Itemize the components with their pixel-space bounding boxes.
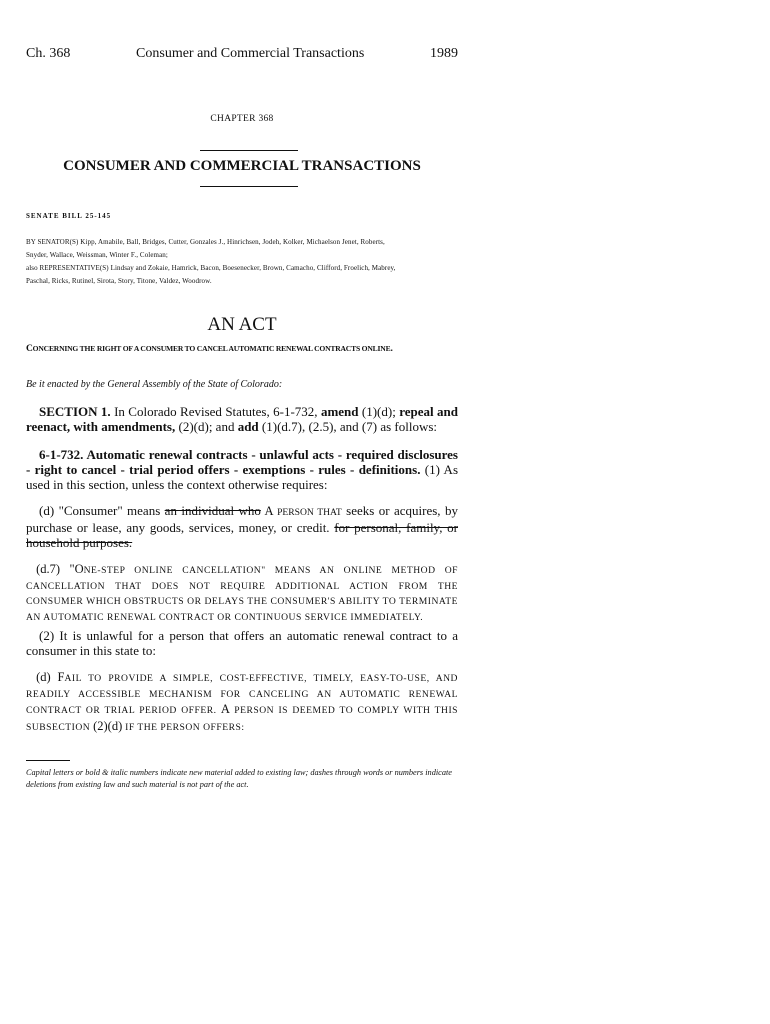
chapter-label: CHAPTER 368 xyxy=(210,114,274,124)
sponsor-list xyxy=(26,236,458,288)
enacting-clause: Be it enacted by the General Assembly of the State of Colorado: xyxy=(26,379,283,390)
sponsor-line: also REPRESENTATIVE(S) Lindsay and Zokaie, Hamrick, Bacon, Boesenecker, Brown, Camacho, Clifford, Froelich, Mabrey, xyxy=(26,264,396,272)
text-run: seeks or acquires, by purchase or lease, any goods, services, money, or credit. xyxy=(26,503,458,535)
act-heading: AN ACT xyxy=(207,314,277,335)
section-1-paragraph xyxy=(26,404,458,434)
inserted-text: IF THE PERSON OFFERS: xyxy=(122,721,245,733)
concerning-clause xyxy=(26,344,458,354)
subsection-label: (d.7) " xyxy=(36,562,75,576)
concerning-initial: C xyxy=(26,344,33,354)
text-run: (2) It is unlawful for a person that offers an automatic renewal contract to a consumer in this state to: xyxy=(26,628,458,658)
section-text: In Colorado Revised Statutes, 6-1-732, xyxy=(110,404,321,419)
title-rule-top xyxy=(200,150,298,151)
header-title: Consumer and Commercial Transactions xyxy=(136,46,365,61)
statute-heading: 6-1-732. Automatic renewal contracts - unlawful acts - required disclosures - right to cancel - trial period offers - exemptions - rules - definitions. xyxy=(26,447,458,477)
inserted-text: PERSON THAT xyxy=(273,507,342,518)
paragraph-1d7 xyxy=(26,562,458,625)
chapter-title: CONSUMER AND COMMERCIAL TRANSACTIONS xyxy=(63,158,421,174)
inserted-text: A xyxy=(260,504,274,518)
header-chapter: Ch. 368 xyxy=(26,46,71,61)
inserted-text: AIL TO PROVIDE A SIMPLE, COST-EFFECTIVE, TIMELY, EASY-TO-USE, AND READILY ACCESSIBLE MECHANISM FOR CANCELING AN AUTOMATIC RENEWAL CONTRACT OR TRIAL PERIOD OFFER. xyxy=(26,673,458,716)
footnote-rule xyxy=(26,760,70,761)
subsection-reference: (2)(d) xyxy=(93,718,123,733)
sponsor-line: BY SENATOR(S) Kipp, Amabile, Ball, Bridges, Cutter, Gonzales J., Hinrichsen, Jodeh, Kolker, Michaelson Jenet, Roberts, xyxy=(26,238,385,246)
repeal-keyword: repeal and reenact, with amendments, xyxy=(26,404,458,434)
inserted-initial: A xyxy=(220,702,230,716)
statute-intro: (1) As used in this section, unless the context otherwise requires: xyxy=(26,462,458,492)
inserted-text: PERSON IS DEEMED TO COMPLY WITH THIS SUBSECTION xyxy=(26,705,458,733)
statute-heading-paragraph xyxy=(26,447,458,492)
paragraph-2 xyxy=(26,628,458,658)
subsection-label: (d) xyxy=(36,670,58,684)
running-header xyxy=(26,46,458,62)
concerning-period: . xyxy=(390,344,393,354)
sponsor-line: Paschal, Ricks, Rutinel, Sirota, Story, Titone, Valdez, Woodrow. xyxy=(26,277,212,285)
title-rule-bottom xyxy=(200,186,298,187)
deleted-text: an individual who xyxy=(164,503,261,518)
inserted-initial: O xyxy=(74,562,84,576)
paragraph-1d xyxy=(26,503,458,550)
text-run: (d) "Consumer" means xyxy=(39,503,165,518)
inserted-text: NE-STEP ONLINE CANCELLATION" MEANS AN ONLINE METHOD OF CANCELLATION THAT DOES NOT REQUIRE ADDITIONAL ACTION FROM THE CONSUMER WHICH OBSTRUCTS OR DELAYS THE CONSUMER'S ABILITY TO TERMINATE AN AUTOMATIC RENEWAL CONTRACT OR CONTINUOUS SERVICE IMMEDIATELY. xyxy=(26,565,458,623)
section-label: SECTION 1. xyxy=(39,404,111,419)
sponsor-line: Snyder, Wallace, Weissman, Winter F., Coleman; xyxy=(26,251,168,259)
amend-keyword: amend xyxy=(320,404,359,419)
deleted-text: for personal, family, or household purposes. xyxy=(26,520,458,550)
bill-number: SENATE BILL 25-145 xyxy=(26,212,112,220)
section-text: (1)(d); xyxy=(358,404,400,419)
concerning-text: ONCERNING THE RIGHT OF A CONSUMER TO CANCEL AUTOMATIC RENEWAL CONTRACTS ONLINE xyxy=(32,344,391,353)
header-year: 1989 xyxy=(429,46,458,61)
add-keyword: add xyxy=(237,419,259,434)
section-text: (2)(d); and xyxy=(175,419,238,434)
footnote: Capital letters or bold & italic numbers indicate new material added to existing law; dashes through words or numbers indicate deletions from existing law and such material is not part of the act. xyxy=(26,768,452,789)
section-text: (1)(d.7), (2.5), and (7) as follows: xyxy=(258,419,438,434)
paragraph-2d xyxy=(26,670,458,735)
inserted-initial: F xyxy=(57,670,65,684)
